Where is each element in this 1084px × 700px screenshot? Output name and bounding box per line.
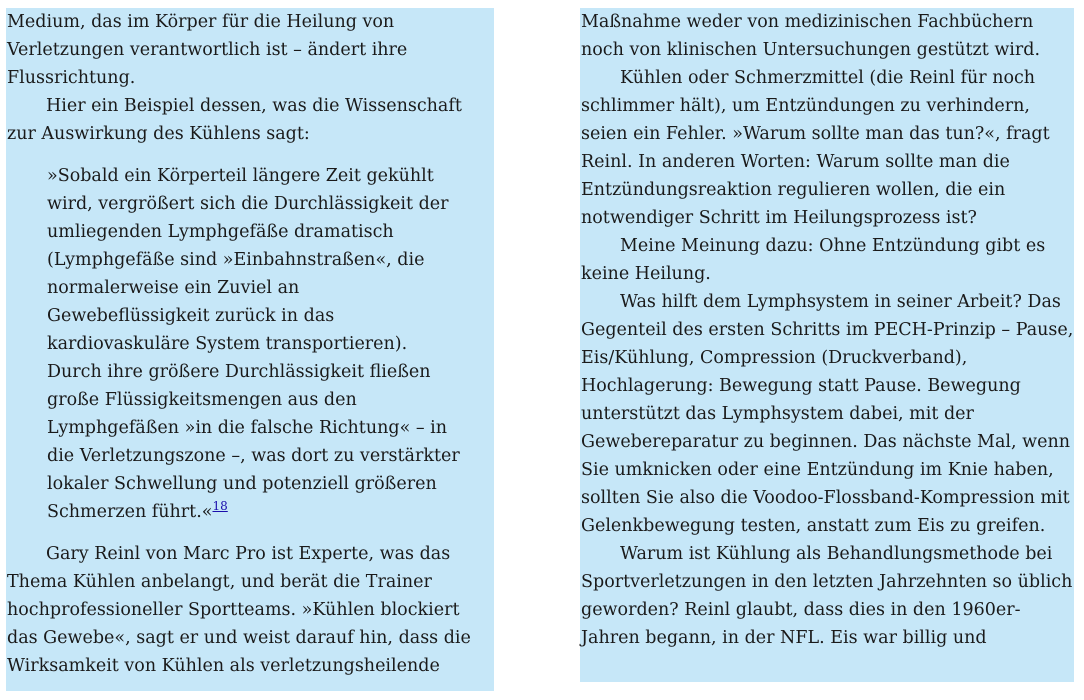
paragraph: Maßnahme weder von medizinischen Fachbüchern noch von klinischen Untersuchungen gestützt wird. bbox=[581, 12, 1041, 60]
quote-text: »Sobald ein Körperteil längere Zeit gekühlt wird, vergrößert sich die Durchlässigkeit der umliegenden Lymphgefäße dramatisch (Lymphgefäße sind »Einbahnstraßen«, die normalerweise ein Zuviel an Gewebeflüssigkeit zurück in das kardiovaskuläre System transportieren). Durch ihre größere Durchlässigkeit fließen große Flüssigkeitsmengen aus den Lymphgefäßen »in die falsche Richtung« – in die Verletzungszone –, was dort zu verstärkter lokaler Schwellung und potenziell größeren Schmerzen führt.« bbox=[47, 166, 460, 522]
paragraph: Meine Meinung dazu: Ohne Entzündung gibt es keine Heilung. bbox=[581, 236, 1046, 284]
paragraph: Hier ein Beispiel dessen, was die Wissenschaft zur Auswirkung des Kühlens sagt: bbox=[7, 96, 462, 144]
paragraph: Medium, das im Körper für die Heilung von Verletzungen verantwortlich ist – ändert ihre Flussrichtung. bbox=[7, 12, 408, 88]
block-quote bbox=[47, 162, 467, 526]
paragraph: Was hilft dem Lymphsystem in seiner Arbeit? Das Gegenteil des ersten Schritts im PECH-Prinzip – Pause, Eis/Kühlung, Compression (Druckverband), Hochlagerung: Bewegung statt Pause. Bewegung unterstützt das Lymphsystem dabei, mit der Gewebereparatur zu beginnen. Das nächste Mal, wenn Sie umknicken oder eine Entzündung im Knie haben, sollten Sie also die Voodoo-Flossband-Kompression mit Gelenkbewegung testen, anstatt zum Eis zu greifen. bbox=[581, 292, 1074, 536]
footnote-link[interactable]: 18 bbox=[212, 499, 228, 514]
paragraph: Warum ist Kühlung als Behandlungsmethode bei Sportverletzungen in den letzten Jahrzehnten so üblich geworden? Reinl glaubt, dass dies in den 1960er-Jahren begann, in der NFL. Eis war billig und bbox=[581, 544, 1073, 648]
paragraph: Gary Reinl von Marc Pro ist Experte, was das Thema Kühlen anbelangt, und berät die Trainer hochprofessioneller Sportteams. »Kühlen blockiert das Gewebe«, sagt er und weist darauf hin, dass die Wirksamkeit von Kühlen als verletzungsheilende bbox=[7, 544, 471, 676]
left-text-column bbox=[6, 8, 494, 691]
paragraph: Kühlen oder Schmerzmittel (die Reinl für noch schlimmer hält), um Entzündungen zu verhindern, seien ein Fehler. »Warum sollte man das tun?«, fragt Reinl. In anderen Worten: Warum sollte man die Entzündungsreaktion regulieren wollen, die ein notwendiger Schritt im Heilungsprozess ist? bbox=[581, 68, 1050, 228]
right-text-column bbox=[580, 8, 1074, 682]
